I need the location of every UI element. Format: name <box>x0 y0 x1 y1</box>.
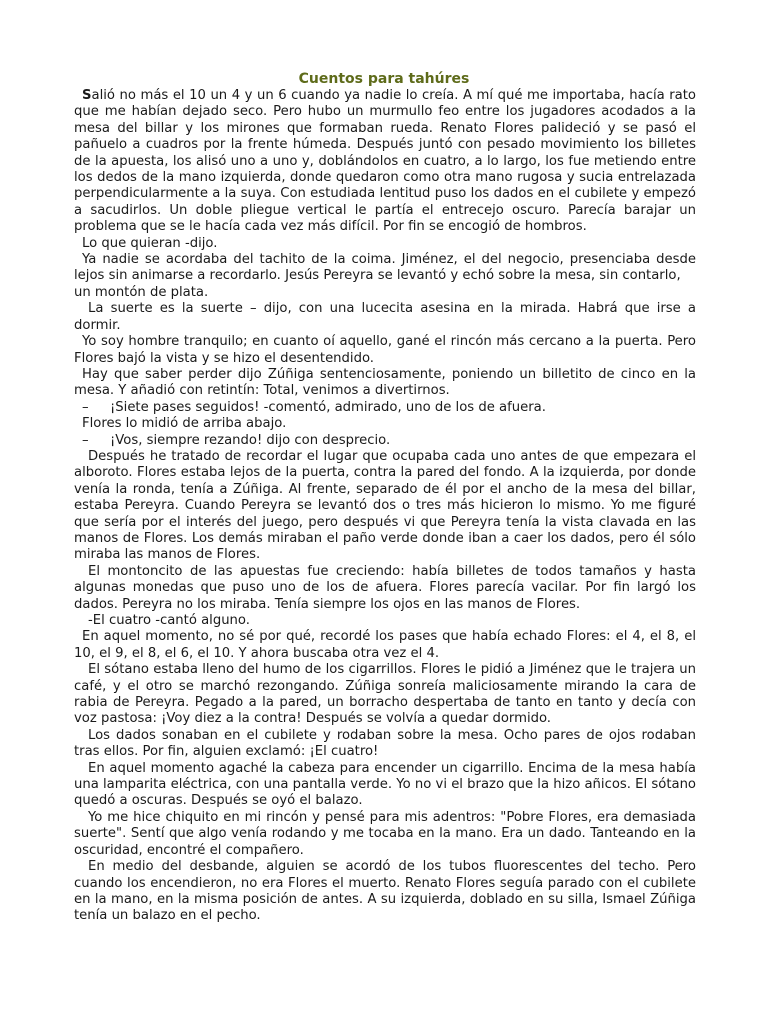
paragraph: Flores lo midió de arriba abajo. <box>82 416 287 432</box>
paragraph: El montoncito de las apuestas fue creciendo: había billetes de todos tamaños y hasta algunas monedas que puso uno de los de afuera. Flores parecía vacilar. Por fin largó los dados. Pereyra no los miraba. Tenía siempre los ojos en las manos de Flores. <box>74 563 696 612</box>
paragraph: un montón de plata. <box>74 284 209 300</box>
dialogue-line: – ¡Vos, siempre rezando! dijo con desprecio. <box>82 432 391 448</box>
paragraph: Yo me hice chiquito en mi rincón y pensé para mis adentros: "Pobre Flores, era demasiada suerte". Sentí que algo venía rodando y me tocaba en la mano. Era un dado. Tanteando en la oscuridad, encontré el compañero. <box>74 809 696 858</box>
paragraph: En medio del desbande, alguien se acordó de los tubos fluorescentes del techo. Pero cuando los encendieron, no era Flores el muerto. Renato Flores seguía parado con el cubilete en la mano, en la misma posición de antes. A su izquierda, doblado en su silla, Ismael Zúñiga tenía un balazo en el pecho. <box>74 859 696 924</box>
paragraph: Hay que saber perder dijo Zúñiga sentenciosamente, poniendo un billetito de cinco en la mesa. Y añadió con retintín: Total, venimos a divertirnos. <box>74 366 696 399</box>
paragraph: Yo soy hombre tranquilo; en cuanto oí aquello, gané el rincón más cercano a la puerta. Pero Flores bajó la vista y se hizo el desentendido. <box>74 334 696 366</box>
paragraph: -El cuatro -cantó alguno. <box>88 613 250 628</box>
paragraph: El sótano estaba lleno del humo de los cigarrillos. Flores le pidió a Jiménez que le trajera un café, y el otro se marchó rezongando. Zúñiga sonreía maliciosamente mirando la cara de rabia de Pereyra. Pegado a la pared, un borracho despertaba de tanto en tanto y decía con voz pastosa: ¡Voy diez a la contra! Después se volvía a quedar dormido. <box>74 662 696 727</box>
paragraph: Lo que quieran -dijo. <box>82 235 218 251</box>
paragraph: Los dados sonaban en el cubilete y rodaban sobre la mesa. Ocho pares de ojos rodaban tras ellos. Por fin, alguien exclamó: ¡El cuatro! <box>74 727 696 760</box>
paragraph: En aquel momento agaché la cabeza para encender un cigarrillo. Encima de la mesa había una lamparita eléctrica, con una pantalla verde. Yo no vi el brazo que la hizo añicos. El sótano quedó a oscuras. Después se oyó el balazo. <box>74 760 696 809</box>
paragraph: Salió no más el 10 un 4 y un 6 cuando ya nadie lo creía. A mí qué me importaba, hacía rato que me habían dejado seco. Pero hubo un murmullo feo entre los jugadores acodados a la mesa del billar y los mirones que formaban rueda. Renato Flores palideció y se pasó el pañuelo a cuadros por la frente húmeda. Después juntó con pesado movimiento los billetes de la apuesta, los alisó uno a uno y, doblándolos en cuatro, a lo largo, los fue metiendo entre los dedos de la mano izquierda, donde quedaron como otra mano rugosa y sucia entrelazada perpendicularmente a la suya. Con estudiada lentitud puso los dados en el cubilete y empezó a sacudirlos. Un doble pliegue vertical le partía el entrecejo oscuro. Parecía barajar un problema que se le hacía cada vez más difícil. Por fin se encogió de hombros. <box>74 88 696 235</box>
paragraph: La suerte es la suerte – dijo, con una lucecita asesina en la mirada. Habrá que irse a dormir. <box>74 301 696 333</box>
story-title: Cuentos para tahúres <box>298 71 470 87</box>
paragraph: Ya nadie se acordaba del tachito de la coima. Jiménez, el del negocio, presenciaba desde lejos sin animarse a recordarlo. Jesús Pereyra se levantó y echó sobre la mesa, sin contarlo, <box>74 252 696 284</box>
initial-letter: S <box>82 88 92 103</box>
paragraph: Después he tratado de recordar el lugar que ocupaba cada uno antes de que empezara el alboroto. Flores estaba lejos de la puerta, contra la pared del fondo. A la izquierda, por donde venía la ronda, tenía a Zúñiga. Al frente, separado de él por el ancho de la mesa del billar, estaba Pereyra. Cuando Pereyra se levantó dos o tres más hicieron lo mismo. Yo me figuré que sería por el interés del juego, pero después vi que Pereyra tenía la vista clavada en las manos de Flores. Los demás miraban el paño verde donde iban a caer los dados, pero él sólo miraba las manos de Flores. <box>74 448 696 563</box>
dialogue-line: – ¡Siete pases seguidos! -comentó, admirado, uno de los de afuera. <box>82 399 546 415</box>
story-body <box>74 88 696 925</box>
paragraph: En aquel momento, no sé por qué, recordé los pases que había echado Flores: el 4, el 8, el 10, el 9, el 8, el 6, el 10. Y ahora buscaba otra vez el 4. <box>74 629 696 661</box>
